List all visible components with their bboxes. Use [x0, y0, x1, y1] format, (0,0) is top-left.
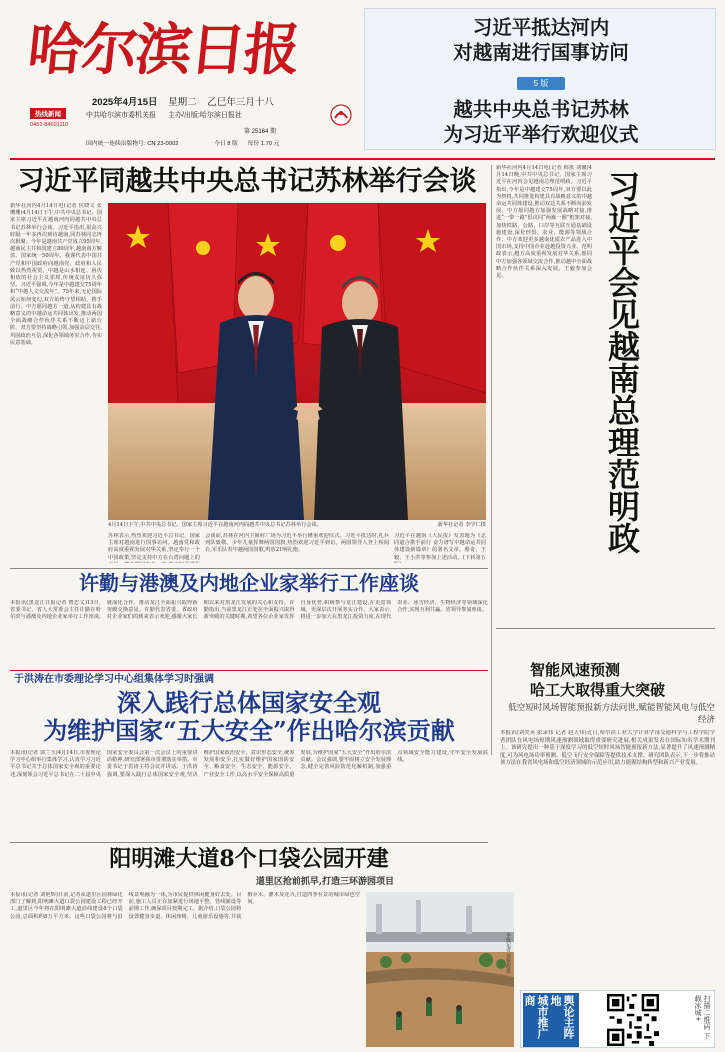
security-headline[interactable]: 深入践行总体国家安全观 为维护国家“五大安全”作出哈尔滨贡献: [43, 688, 455, 745]
masthead-date: [92, 94, 274, 108]
forecast-subtitle: 低空短时风场智能预报新方法问世,赋能智能风电与低空经济: [508, 703, 715, 725]
forecast-headline[interactable]: 智能风速预测 哈工大取得重大突破: [530, 661, 666, 699]
promo-page-badge[interactable]: 5 版: [517, 77, 565, 90]
masthead-divider: [10, 158, 715, 160]
app-promo-box[interactable]: [520, 990, 715, 1048]
park-top-rule: [10, 842, 488, 843]
issue-date: 2025年4月15日: [92, 97, 158, 108]
park-subtitle: 道里区抢前抓早,打造三环游园项目: [255, 877, 395, 887]
page-count: 今日 8 版: [214, 141, 238, 147]
column-rule-right: [491, 165, 492, 755]
masthead-logo: 哈尔滨日报: [24, 17, 302, 83]
sponsor: 中共哈尔滨市委机关报: [86, 112, 156, 119]
sidebar-headline[interactable]: 习近平会见越南总理范明政: [603, 170, 641, 554]
issue-number: 第 25164 期: [244, 129, 277, 135]
lead-text-col3: 会谈前,苏林在河内主席府广场为习近平举行隆重欢迎仪式。习近平抵达时,礼兵列队致敬。少年儿童挥舞两国国旗,热烈欢迎习近平到访。两国领导人登上检阅台,军乐队奏中越两国国歌,鸣放21响礼炮。: [205, 533, 389, 554]
lead-text-col4: 习近平在越南《人民报》发表题为《志同道合携手前行 奋力谱写中越命运共同体建设新篇章》的署名文章。蔡奇、王毅、王小洪等参加上述活动。(下转第五: [394, 533, 486, 561]
app-promo-slogan: 舆论主阵地 城市推广商: [523, 993, 579, 1047]
price: 每份 1.70 元: [247, 141, 280, 147]
meeting-text: 本报讯(黑龙江日报记者 曹忠义)13日,省委书记、省人大常委会主任许勤在哈尔滨与港澳及内地企业家举行工作座谈,就深化合作、推动龙江全面振兴取得新突破交换意见。许勤代表省委、省政府对企业家们的到来表示欢迎,感谢大家长期以来对黑龙江发展的关心和支持。许勤指出,当前黑龙江正处在全面振兴取得新突破的关键时期,希望各位企业家发挥自身优势,积极参与龙江建设,在更宽领域、更深层次开展务实合作。大家表示,将进一步加大在黑龙江投资力度,在现代农业、冰雪经济、生物经济等领域深化合作,实现互利共赢。省领导参加座谈。: [10, 600, 488, 621]
qr-code-icon[interactable]: [607, 994, 659, 1046]
promo-box[interactable]: [364, 8, 716, 150]
publisher: 主办/出版:哈尔滨日报社: [167, 112, 242, 119]
security-text: 本报讯(记者 郭兰玉)4月14日,市委理论学习中心组举行集体学习,认真学习习近平总书记关于总体国家安全观的重要论述,深刻领会习近平总书记在二十届中央国家安全委员会第一次会议上的重要讲话精神,研究部署我市贯彻落实举措。市委书记于洪涛主持会议并讲话。于洪涛强调,要深入践行总体国家安全观,坚决维护国家政治安全、意识形态安全,统筹发展和安全,扎实做好维护国家国防安全、粮食安全、生态安全、能源安全、产业安全工作,以高水平安全保障高质量发展,为维护国家“五大安全”作出哈尔滨贡献。会议强调,要牢固树立安全发展理念,健全完善风险防范化解机制,加强重点领域安全能力建设,守牢安全发展底线。: [10, 750, 488, 778]
qr-label: 扫描二维码 下载冰城+: [694, 995, 711, 1040]
security-top-rule: [10, 670, 488, 671]
lead-photo-caption: [108, 522, 486, 529]
park-photo: [366, 892, 514, 1047]
security-kicker: 于洪涛在市委理论学习中心组集体学习时强调: [14, 674, 214, 685]
hotline-number: 0451-84691110: [30, 122, 69, 128]
hotline-label: 热线新闻: [30, 108, 66, 119]
caption-text: 4月14日下午,中共中央总书记、国家主席习近平在越南河内同越共中央总书记苏林举行会谈。: [108, 522, 322, 528]
masthead: [0, 0, 362, 150]
hotline-badge: [30, 108, 82, 138]
lead-headline[interactable]: 习近平同越共中央总书记苏林举行会谈: [17, 166, 477, 197]
lunar-date: 乙巳年三月十八: [207, 97, 274, 108]
publisher-emblem-icon: [330, 104, 352, 126]
lead-photo: [108, 203, 486, 520]
lead-text-col1: 新华社河内4月14日电(记者 侯晓文 张珊珊)4月14日下午,中共中央总书记、国家主席习近平在越南河内同越共中央总书记苏林举行会谈。习近平指出,很高兴时隔一年多再次到访越南,同苏林同志再次相聚。今年是越南共产党成立95周年,越南民主共和国建立80周年,越南南方解放、国家统一50周年。我谨代表中国共产党和中国政府向越南党、政府和人民致以热烈祝贺。中越是山水相连、唇齿相依的社会主义邻邦,传统友谊历久弥坚。习近平强调,今年是中越建交75周年和“中越人文交流年”。75年来,无论国际风云如何变幻,双方始终守望相助、携手前行。中方愿同越方一道,从构建具有战略意义的中越命运共同体出发,推动两国全面战略合作伙伴关系不断迈上新台阶。双方要坚持战略引领,加强高层交往,巩固政治互信,深化各领域务实合作,夯实民意基础。: [10, 203, 102, 346]
masthead-sponsor-row: [86, 110, 242, 120]
weekday: 星期二: [168, 97, 197, 108]
lead-text-col2: 苏林表示,热烈欢迎习近平总书记、国家主席对越南进行国事访问。越南党和政府高度重视发展对华关系,坚定奉行一个中国政策,坚定支持中方在台湾问题上的: [108, 533, 200, 561]
sidebar-text: 新华社河内4月14日电(记者 韩墨 刘馨)4月14日晚,中共中央总书记、国家主席习近平在河内会见越南总理范明政。习近平指出,今年是中越建交75周年,双方要以此为契机,共同推进构建具有战略意义的中越命运共同体建设,推动双边关系不断向前发展。中方愿同越方加强发展战略对接,推进“一带一路”倡议同“两廊一圈”框架对接,加快铁路、公路、口岸等互联互通基础设施建设,深化经贸、农业、能源等领域合作。中方欢迎更多越南优质农产品进入中国市场,支持中国企业赴越投资兴业。范明政表示,越方高度重视发展对华关系,愿同中方加强各领域交流合作,推动越中全面战略合作伙伴关系深入发展。王毅参加会见。: [496, 165, 592, 280]
masthead-cn-row: [86, 138, 279, 147]
cn-number: 国内统一连续出版物号: CN 23-0002: [86, 141, 179, 147]
park-photo-credit: 本报记者 刘艳辉摄: [505, 932, 511, 974]
meeting-headline[interactable]: 许勤与港澳及内地企业家举行工作座谈: [79, 571, 419, 595]
promo-headline-2[interactable]: 越共中央总书记苏林 为习近平举行欢迎仪式: [443, 98, 639, 146]
park-text: 本报讯(记者 刘艳辉)日前,记者从道里区园林绿化部门了解到,阳明滩大道口袋公园建设工程已经开工,道里区今年将在阳明滩大道沿线建设8个口袋公园,总面积约8万平方米。这些口袋公园将与沿线景观融为一体,为市民提供休闲健身好去处。目前,施工人员正在加紧进行场地平整、管线铺设等前期工作,确保项目按期完工。据介绍,口袋公园将设置健身步道、休闲座椅、儿童游乐设施等,并栽植乔木、灌木及花卉,打造四季有景的城市绿色空间。: [10, 892, 360, 920]
meeting-top-rule: [10, 568, 488, 569]
promo-headline-1[interactable]: 习近平抵达河内 对越南进行国事访问: [453, 16, 629, 64]
sidebar-bottom-rule: [496, 628, 715, 629]
photo-credit: 新华社记者 李学仁摄: [437, 522, 486, 528]
park-headline[interactable]: 阳明滩大道8个口袋公园开建: [109, 846, 389, 872]
forecast-text: 本报讯(刘美英 张录伟 记者 赵天伟)近日,哈尔滨工业大学计算学部交通科学与工程学院学者团队在风电场短期风速预测领域取得重要研究进展,相关成果发表在国际知名学术期刊上。该研究提出一种基于深度学习的低空短时风场智能预报新方法,显著提升了风速预测精度,可为风电场功率预测、低空飞行安全保障等提供技术支撑。研究团队表示,下一步将推动该方法在我省风电场和低空经济领域的示范应用,助力能源结构转型和新兴产业发展。: [500, 730, 715, 767]
